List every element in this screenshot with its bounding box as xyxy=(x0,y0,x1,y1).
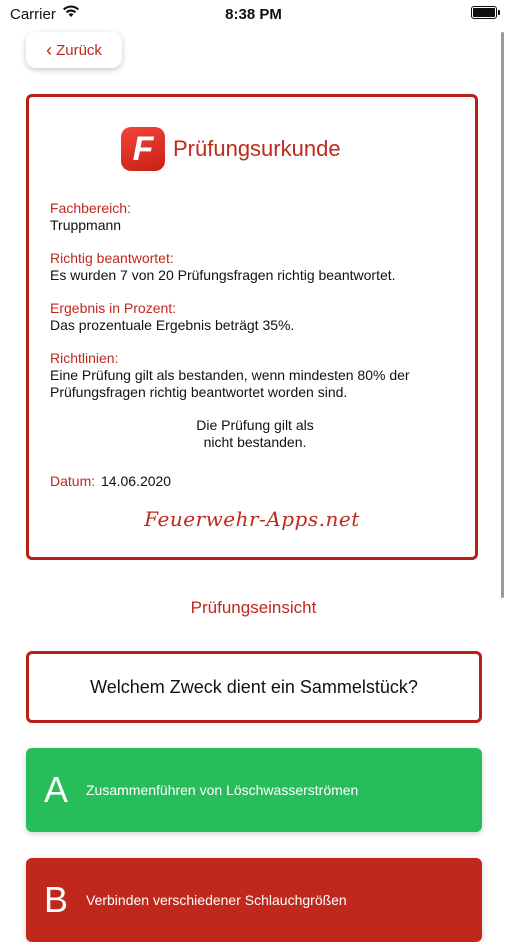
field-value: Eine Prüfung gilt als bestanden, wenn mindesten 80% der Prüfungsfragen richtig beantwortet worden sind. xyxy=(50,367,410,400)
section-title: Prüfungseinsicht xyxy=(190,598,317,617)
answer-text: Verbinden verschiedener Schlauchgrößen xyxy=(86,892,347,908)
exam-verdict xyxy=(50,417,460,451)
app-logo-icon: F xyxy=(121,127,165,171)
certificate-fields xyxy=(50,200,460,490)
carrier-label: Carrier xyxy=(10,6,56,23)
verdict-line-1: Die Prüfung gilt als xyxy=(196,417,314,433)
answer-option-a[interactable] xyxy=(26,748,482,832)
answer-letter: A xyxy=(43,769,68,810)
status-bar xyxy=(0,0,507,30)
certificate-header xyxy=(121,127,341,171)
date-row xyxy=(50,473,460,490)
clock: 8:38 PM xyxy=(225,6,282,23)
answer-text: Zusammenführen von Löschwasserströmen xyxy=(86,782,359,798)
field-label: Richtig beantwortet: xyxy=(50,250,174,266)
field-label: Ergebnis in Prozent: xyxy=(50,300,177,316)
field-percent xyxy=(50,300,460,334)
battery-icon xyxy=(471,6,497,19)
back-button[interactable] xyxy=(26,32,122,68)
field-value: Truppmann xyxy=(50,217,122,233)
field-correct xyxy=(50,250,460,284)
chevron-left-icon: ‹ xyxy=(46,40,53,60)
answer-option-b[interactable] xyxy=(26,858,482,942)
answer-letter: B xyxy=(43,879,68,920)
signature: Feuerwehr-Apps.net xyxy=(144,507,360,531)
question-card xyxy=(26,651,482,723)
certificate-title: Prüfungsurkunde xyxy=(173,136,341,161)
field-value: Es wurden 7 von 20 Prüfungsfragen richtig beantwortet. xyxy=(50,267,396,283)
field-label: Richtlinien: xyxy=(50,350,119,366)
field-guidelines xyxy=(50,350,460,401)
back-button-label: Zurück xyxy=(56,41,102,59)
question-text: Welchem Zweck dient ein Sammelstück? xyxy=(90,676,418,697)
field-value: Das prozentuale Ergebnis beträgt 35%. xyxy=(50,317,295,333)
field-label: Fachbereich: xyxy=(50,200,131,216)
verdict-line-2: nicht bestanden. xyxy=(203,434,307,450)
scrollbar[interactable] xyxy=(501,32,504,598)
date-value: 14.06.2020 xyxy=(101,473,172,489)
field-subject xyxy=(50,200,460,234)
date-label: Datum: xyxy=(50,473,96,489)
certificate-card xyxy=(26,94,478,560)
